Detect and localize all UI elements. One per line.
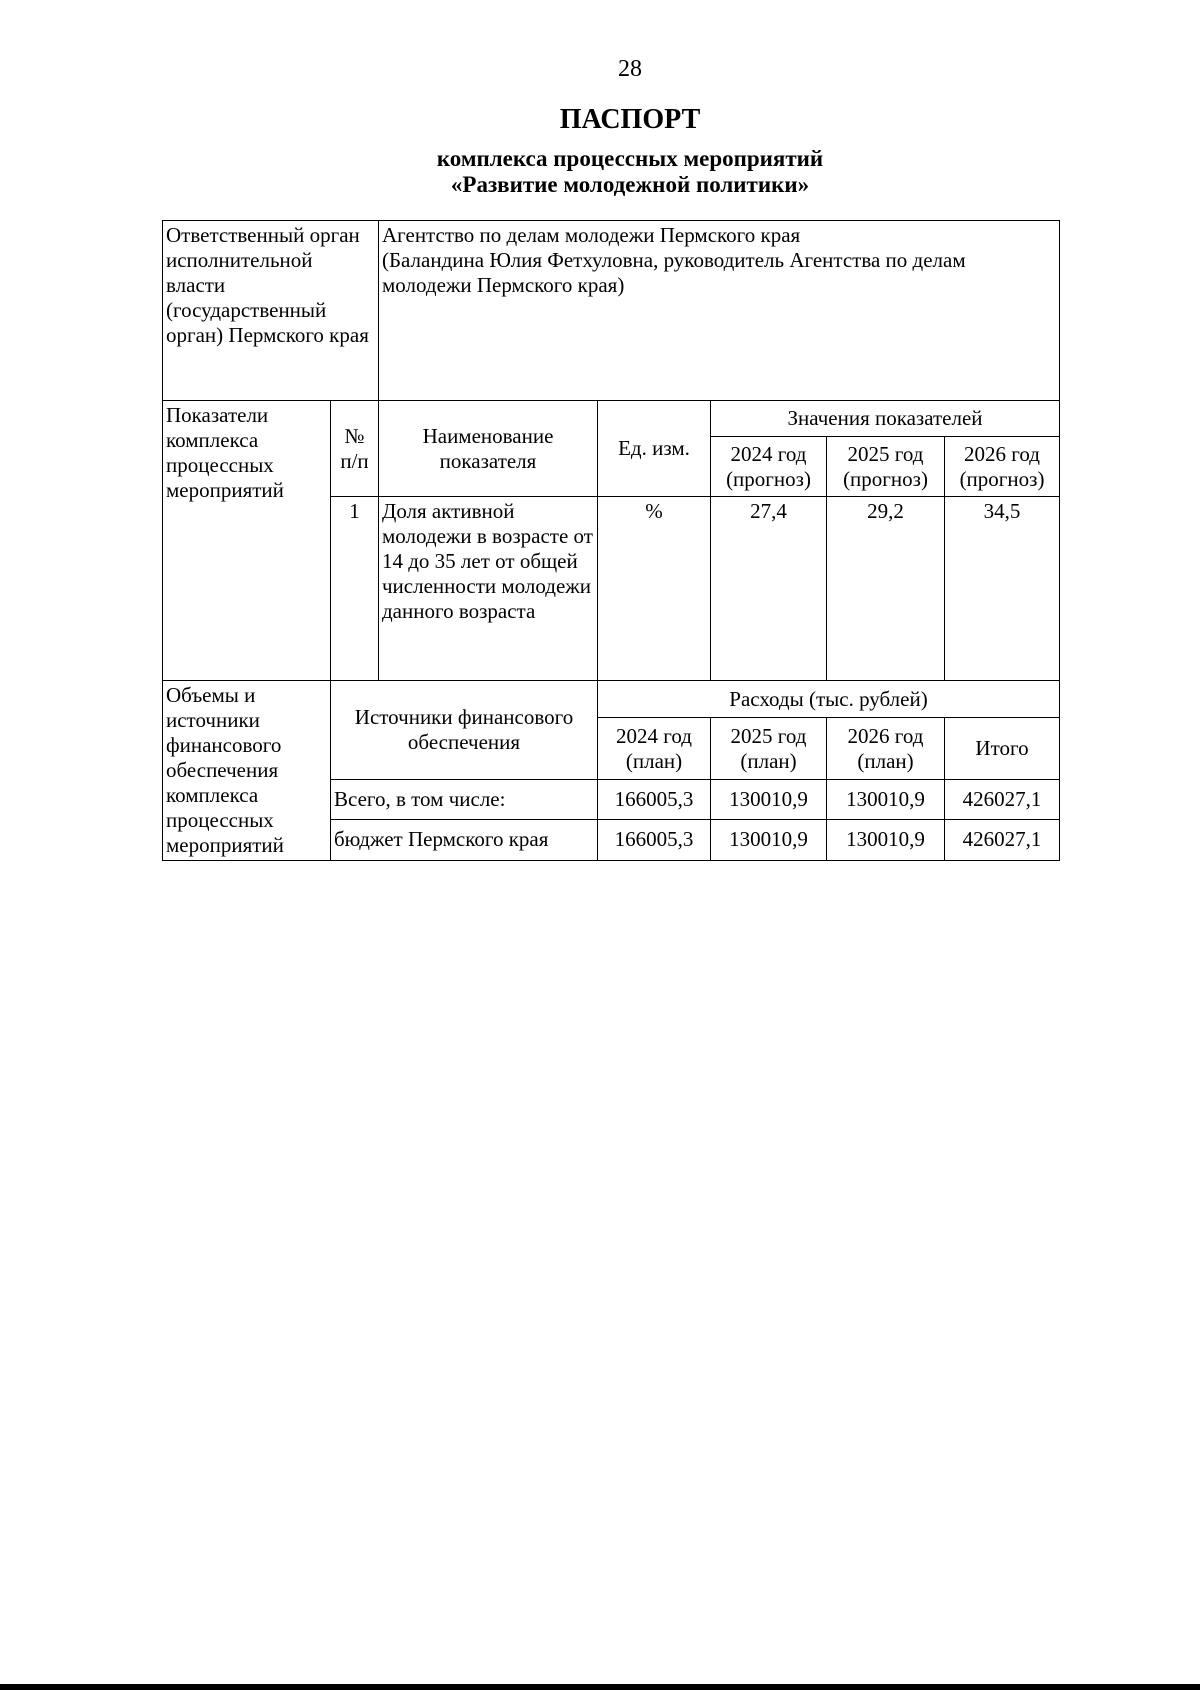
scan-bottom-edge bbox=[0, 1684, 1200, 1690]
indicator-value-2025: 29,2 bbox=[827, 497, 945, 681]
col-values-header: Значения показателей bbox=[711, 401, 1060, 437]
col-unit-header: Ед. изм. bbox=[598, 401, 711, 497]
indicators-label: Показатели комплекса процессных мероприятий bbox=[163, 401, 331, 681]
financing-total-2026: 130010,9 bbox=[827, 780, 945, 819]
document-title: ПАСПОРТ bbox=[559, 104, 701, 135]
year-2024-plan-header: 2024 год (план) bbox=[598, 718, 711, 780]
responsible-value bbox=[379, 221, 1060, 401]
indicator-value-2024: 27,4 bbox=[711, 497, 827, 681]
financing-total-2024: 166005,3 bbox=[598, 780, 711, 819]
financing-header-row-1 bbox=[163, 681, 1060, 718]
year-2026-forecast-header: 2026 год (прогноз) bbox=[945, 437, 1060, 497]
responsible-agency: Агентство по делам молодежи Пермского края bbox=[382, 223, 801, 247]
col-source-header: Источники финансового обеспечения bbox=[331, 681, 598, 780]
financing-total-sum: 426027,1 bbox=[945, 780, 1060, 819]
financing-budget-2024: 166005,3 bbox=[598, 819, 711, 860]
responsible-head: (Баландина Юлия Фетхуловна, руководитель Агентства по делам молодежи Пермского края) bbox=[382, 248, 966, 297]
year-2025-forecast-header: 2025 год (прогноз) bbox=[827, 437, 945, 497]
indicators-header-row-1 bbox=[163, 401, 1060, 437]
col-name-header: Наименование показателя bbox=[379, 401, 598, 497]
financing-budget-2026: 130010,9 bbox=[827, 819, 945, 860]
responsible-label: Ответственный орган исполнительной власти (государственный орган) Пермского края bbox=[163, 221, 379, 401]
year-2026-plan-header: 2026 год (план) bbox=[827, 718, 945, 780]
responsible-row bbox=[163, 221, 1060, 401]
subtitle-line-2: «Развитие молодежной политики» bbox=[450, 172, 810, 197]
year-2025-plan-header: 2025 год (план) bbox=[711, 718, 827, 780]
col-expenses-header: Расходы (тыс. рублей) bbox=[598, 681, 1060, 718]
indicator-unit: % bbox=[598, 497, 711, 681]
document-subtitle bbox=[0, 146, 1200, 198]
subtitle-line-1: комплекса процессных мероприятий bbox=[436, 146, 824, 171]
passport-table bbox=[162, 220, 1060, 861]
financing-source-budget: бюджет Пермского края bbox=[331, 819, 598, 860]
indicator-number: 1 bbox=[331, 497, 379, 681]
col-number-header: № п/п bbox=[331, 401, 379, 497]
financing-budget-sum: 426027,1 bbox=[945, 819, 1060, 860]
indicator-value-2026: 34,5 bbox=[945, 497, 1060, 681]
indicator-name: Доля активной молодежи в возрасте от 14 до 35 лет от общей численности молодежи данного возраста bbox=[379, 497, 598, 681]
financing-label: Объемы и источники финансового обеспечения комплекса процессных мероприятий bbox=[163, 681, 331, 861]
page-number: 28 bbox=[618, 56, 642, 82]
financing-budget-2025: 130010,9 bbox=[711, 819, 827, 860]
financing-total-2025: 130010,9 bbox=[711, 780, 827, 819]
financing-source-total: Всего, в том числе: bbox=[331, 780, 598, 819]
total-header: Итого bbox=[945, 718, 1060, 780]
year-2024-forecast-header: 2024 год (прогноз) bbox=[711, 437, 827, 497]
